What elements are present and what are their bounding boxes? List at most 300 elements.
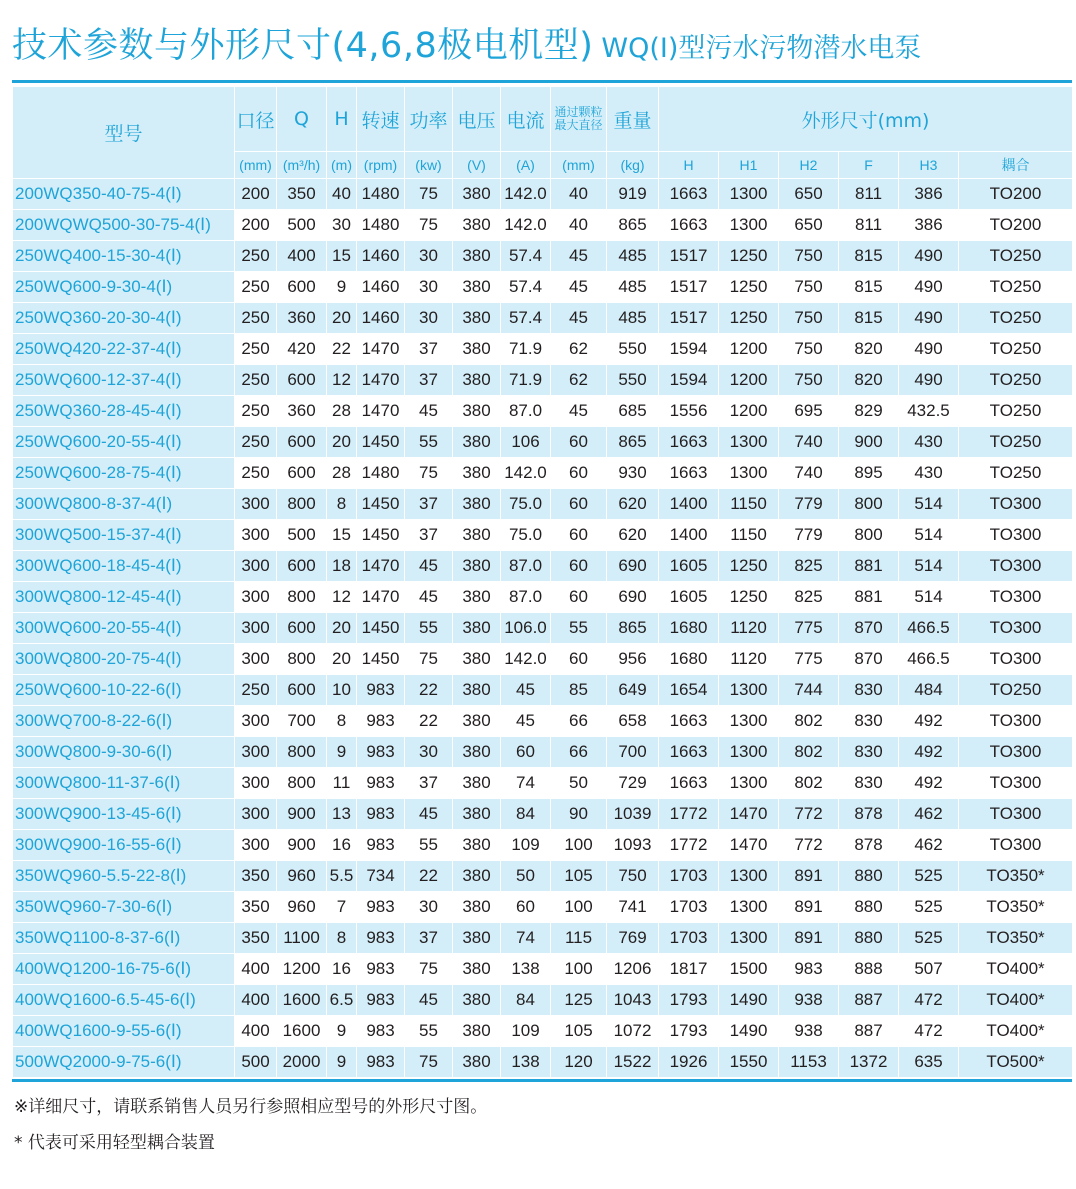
cell-voltage: 380 xyxy=(453,954,501,985)
cell-coupling: TO300 xyxy=(959,551,1073,582)
cell-voltage: 380 xyxy=(453,582,501,613)
cell-dim-h2: 938 xyxy=(779,985,839,1016)
cell-speed: 983 xyxy=(357,985,405,1016)
cell-speed: 983 xyxy=(357,1016,405,1047)
cell-current: 142.0 xyxy=(501,210,551,241)
cell-h: 16 xyxy=(327,830,357,861)
cell-coupling: TO300 xyxy=(959,737,1073,768)
cell-model: 300WQ800-20-75-4(Ⅰ) xyxy=(13,644,235,675)
cell-dim-h1: 1250 xyxy=(719,582,779,613)
cell-dim-h: 1400 xyxy=(659,520,719,551)
cell-speed: 1470 xyxy=(357,396,405,427)
cell-dim-h2: 775 xyxy=(779,613,839,644)
header-caliber: 口径 xyxy=(235,87,277,152)
cell-dim-h: 1605 xyxy=(659,582,719,613)
cell-coupling: TO200 xyxy=(959,179,1073,210)
cell-voltage: 380 xyxy=(453,365,501,396)
cell-voltage: 380 xyxy=(453,241,501,272)
cell-dim-h: 1926 xyxy=(659,1047,719,1078)
cell-power: 30 xyxy=(405,303,453,334)
cell-power: 30 xyxy=(405,737,453,768)
cell-dim-h: 1605 xyxy=(659,551,719,582)
cell-dim-h: 1663 xyxy=(659,706,719,737)
cell-speed: 983 xyxy=(357,768,405,799)
cell-power: 45 xyxy=(405,582,453,613)
cell-power: 37 xyxy=(405,365,453,396)
cell-current: 87.0 xyxy=(501,582,551,613)
cell-dim-h1: 1150 xyxy=(719,489,779,520)
cell-model: 500WQ2000-9-75-6(Ⅰ) xyxy=(13,1047,235,1078)
cell-coupling: TO200 xyxy=(959,210,1073,241)
cell-dim-f: 815 xyxy=(839,272,899,303)
cell-q: 800 xyxy=(277,582,327,613)
cell-weight: 690 xyxy=(607,582,659,613)
cell-passage: 45 xyxy=(551,241,607,272)
cell-speed: 1450 xyxy=(357,613,405,644)
cell-current: 57.4 xyxy=(501,241,551,272)
cell-dim-h2: 695 xyxy=(779,396,839,427)
cell-dim-h2: 779 xyxy=(779,520,839,551)
cell-speed: 983 xyxy=(357,954,405,985)
cell-dim-h1: 1490 xyxy=(719,1016,779,1047)
cell-caliber: 200 xyxy=(235,179,277,210)
table-row xyxy=(13,458,1073,489)
cell-passage: 60 xyxy=(551,520,607,551)
table-bottom-divider xyxy=(12,1079,1072,1082)
cell-caliber: 300 xyxy=(235,489,277,520)
cell-power: 75 xyxy=(405,1047,453,1078)
cell-speed: 983 xyxy=(357,892,405,923)
cell-caliber: 350 xyxy=(235,861,277,892)
cell-current: 106.0 xyxy=(501,613,551,644)
cell-weight: 620 xyxy=(607,520,659,551)
cell-voltage: 380 xyxy=(453,985,501,1016)
cell-dim-h: 1663 xyxy=(659,458,719,489)
cell-dim-h2: 802 xyxy=(779,706,839,737)
cell-caliber: 250 xyxy=(235,241,277,272)
cell-dim-h3: 514 xyxy=(899,489,959,520)
cell-coupling: TO250 xyxy=(959,334,1073,365)
cell-passage: 60 xyxy=(551,427,607,458)
cell-dim-h3: 492 xyxy=(899,706,959,737)
cell-current: 71.9 xyxy=(501,365,551,396)
cell-voltage: 380 xyxy=(453,1047,501,1078)
cell-weight: 485 xyxy=(607,303,659,334)
cell-dim-h1: 1200 xyxy=(719,365,779,396)
cell-model: 250WQ400-15-30-4(Ⅰ) xyxy=(13,241,235,272)
cell-dim-h3: 490 xyxy=(899,272,959,303)
unit-caliber: (mm) xyxy=(235,152,277,179)
table-row xyxy=(13,675,1073,706)
table-row xyxy=(13,892,1073,923)
cell-dim-h2: 891 xyxy=(779,923,839,954)
cell-power: 75 xyxy=(405,179,453,210)
cell-caliber: 400 xyxy=(235,954,277,985)
cell-speed: 983 xyxy=(357,799,405,830)
cell-dim-h1: 1300 xyxy=(719,675,779,706)
cell-dim-h1: 1200 xyxy=(719,334,779,365)
cell-dim-f: 1372 xyxy=(839,1047,899,1078)
cell-power: 37 xyxy=(405,520,453,551)
cell-power: 22 xyxy=(405,675,453,706)
cell-dim-f: 878 xyxy=(839,799,899,830)
cell-weight: 1072 xyxy=(607,1016,659,1047)
cell-dim-h2: 775 xyxy=(779,644,839,675)
unit-h: (m) xyxy=(327,152,357,179)
cell-caliber: 400 xyxy=(235,1016,277,1047)
cell-current: 87.0 xyxy=(501,551,551,582)
cell-current: 138 xyxy=(501,1047,551,1078)
cell-passage: 66 xyxy=(551,706,607,737)
cell-coupling: TO300 xyxy=(959,613,1073,644)
cell-model: 300WQ600-18-45-4(Ⅰ) xyxy=(13,551,235,582)
cell-model: 200WQ350-40-75-4(Ⅰ) xyxy=(13,179,235,210)
header-row-labels xyxy=(13,87,1073,152)
cell-voltage: 380 xyxy=(453,613,501,644)
table-row xyxy=(13,427,1073,458)
cell-dim-h3: 635 xyxy=(899,1047,959,1078)
cell-voltage: 380 xyxy=(453,396,501,427)
cell-q: 600 xyxy=(277,675,327,706)
cell-q: 500 xyxy=(277,210,327,241)
cell-dim-h: 1663 xyxy=(659,768,719,799)
cell-dim-h1: 1300 xyxy=(719,892,779,923)
cell-h: 18 xyxy=(327,551,357,582)
cell-dim-f: 815 xyxy=(839,303,899,334)
cell-dim-h2: 802 xyxy=(779,737,839,768)
cell-voltage: 380 xyxy=(453,303,501,334)
cell-dim-h: 1654 xyxy=(659,675,719,706)
cell-speed: 1450 xyxy=(357,520,405,551)
cell-dim-h3: 386 xyxy=(899,179,959,210)
cell-coupling: TO300 xyxy=(959,799,1073,830)
cell-passage: 45 xyxy=(551,303,607,334)
cell-dim-h1: 1300 xyxy=(719,768,779,799)
cell-voltage: 380 xyxy=(453,706,501,737)
cell-model: 300WQ800-12-45-4(Ⅰ) xyxy=(13,582,235,613)
cell-dim-f: 887 xyxy=(839,1016,899,1047)
header-power: 功率 xyxy=(405,87,453,152)
cell-dim-h1: 1300 xyxy=(719,427,779,458)
cell-dim-h2: 750 xyxy=(779,303,839,334)
table-row xyxy=(13,241,1073,272)
cell-coupling: TO250 xyxy=(959,675,1073,706)
cell-caliber: 200 xyxy=(235,210,277,241)
cell-dim-h1: 1250 xyxy=(719,241,779,272)
cell-caliber: 250 xyxy=(235,427,277,458)
cell-dim-f: 829 xyxy=(839,396,899,427)
table-row xyxy=(13,1016,1073,1047)
cell-q: 800 xyxy=(277,737,327,768)
cell-dim-h: 1400 xyxy=(659,489,719,520)
cell-dim-h: 1594 xyxy=(659,334,719,365)
cell-caliber: 250 xyxy=(235,675,277,706)
cell-dim-f: 895 xyxy=(839,458,899,489)
cell-passage: 60 xyxy=(551,582,607,613)
cell-dim-f: 878 xyxy=(839,830,899,861)
cell-dim-f: 888 xyxy=(839,954,899,985)
cell-dim-f: 820 xyxy=(839,365,899,396)
cell-passage: 62 xyxy=(551,365,607,396)
cell-weight: 1043 xyxy=(607,985,659,1016)
cell-coupling: TO300 xyxy=(959,644,1073,675)
cell-dim-h2: 772 xyxy=(779,830,839,861)
cell-caliber: 350 xyxy=(235,923,277,954)
cell-dim-h3: 514 xyxy=(899,582,959,613)
cell-dim-h3: 490 xyxy=(899,365,959,396)
cell-caliber: 250 xyxy=(235,365,277,396)
cell-voltage: 380 xyxy=(453,210,501,241)
cell-dim-h: 1772 xyxy=(659,830,719,861)
cell-power: 30 xyxy=(405,272,453,303)
cell-power: 45 xyxy=(405,551,453,582)
cell-coupling: TO300 xyxy=(959,520,1073,551)
cell-q: 2000 xyxy=(277,1047,327,1078)
cell-dim-h2: 750 xyxy=(779,334,839,365)
cell-power: 75 xyxy=(405,210,453,241)
cell-coupling: TO350* xyxy=(959,923,1073,954)
cell-weight: 865 xyxy=(607,613,659,644)
cell-dim-h: 1703 xyxy=(659,861,719,892)
cell-current: 57.4 xyxy=(501,303,551,334)
cell-dim-h3: 525 xyxy=(899,861,959,892)
cell-current: 45 xyxy=(501,675,551,706)
cell-coupling: TO400* xyxy=(959,1016,1073,1047)
cell-speed: 1470 xyxy=(357,334,405,365)
cell-voltage: 380 xyxy=(453,179,501,210)
cell-dim-f: 880 xyxy=(839,892,899,923)
cell-coupling: TO250 xyxy=(959,365,1073,396)
header-voltage: 电压 xyxy=(453,87,501,152)
table-row xyxy=(13,985,1073,1016)
cell-coupling: TO300 xyxy=(959,706,1073,737)
cell-h: 5.5 xyxy=(327,861,357,892)
cell-current: 84 xyxy=(501,799,551,830)
cell-weight: 700 xyxy=(607,737,659,768)
cell-speed: 1450 xyxy=(357,427,405,458)
cell-power: 45 xyxy=(405,985,453,1016)
header-h: H xyxy=(327,87,357,152)
cell-dim-h: 1517 xyxy=(659,272,719,303)
cell-weight: 750 xyxy=(607,861,659,892)
cell-model: 250WQ600-28-75-4(Ⅰ) xyxy=(13,458,235,489)
cell-q: 1200 xyxy=(277,954,327,985)
cell-dim-h: 1663 xyxy=(659,737,719,768)
cell-dim-h2: 1153 xyxy=(779,1047,839,1078)
table-row xyxy=(13,272,1073,303)
cell-caliber: 250 xyxy=(235,396,277,427)
cell-h: 8 xyxy=(327,489,357,520)
cell-passage: 55 xyxy=(551,613,607,644)
cell-dim-h: 1517 xyxy=(659,241,719,272)
cell-model: 300WQ600-20-55-4(Ⅰ) xyxy=(13,613,235,644)
cell-dim-h1: 1150 xyxy=(719,520,779,551)
cell-current: 109 xyxy=(501,830,551,861)
cell-dim-h3: 484 xyxy=(899,675,959,706)
table-row xyxy=(13,923,1073,954)
cell-power: 30 xyxy=(405,892,453,923)
cell-speed: 734 xyxy=(357,861,405,892)
cell-q: 500 xyxy=(277,520,327,551)
cell-passage: 125 xyxy=(551,985,607,1016)
cell-model: 200WQWQ500-30-75-4(Ⅰ) xyxy=(13,210,235,241)
cell-weight: 865 xyxy=(607,210,659,241)
cell-dim-f: 887 xyxy=(839,985,899,1016)
cell-dim-h2: 891 xyxy=(779,861,839,892)
unit-passage: (mm) xyxy=(551,152,607,179)
cell-model: 250WQ360-20-30-4(Ⅰ) xyxy=(13,303,235,334)
cell-dim-h1: 1470 xyxy=(719,799,779,830)
cell-speed: 983 xyxy=(357,737,405,768)
cell-dim-h3: 525 xyxy=(899,892,959,923)
cell-dim-f: 830 xyxy=(839,675,899,706)
cell-weight: 485 xyxy=(607,241,659,272)
cell-speed: 1450 xyxy=(357,489,405,520)
cell-power: 37 xyxy=(405,489,453,520)
dim-h2: H2 xyxy=(779,152,839,179)
cell-coupling: TO400* xyxy=(959,954,1073,985)
cell-power: 22 xyxy=(405,861,453,892)
cell-model: 350WQ960-7-30-6(Ⅰ) xyxy=(13,892,235,923)
cell-q: 350 xyxy=(277,179,327,210)
title-main: 技术参数与外形尺寸(4,6,8极电机型) xyxy=(12,26,594,66)
cell-dim-h: 1663 xyxy=(659,179,719,210)
cell-q: 900 xyxy=(277,830,327,861)
cell-model: 250WQ600-9-30-4(Ⅰ) xyxy=(13,272,235,303)
cell-dim-h1: 1250 xyxy=(719,303,779,334)
cell-speed: 1470 xyxy=(357,365,405,396)
cell-dim-h2: 650 xyxy=(779,179,839,210)
cell-caliber: 500 xyxy=(235,1047,277,1078)
cell-q: 420 xyxy=(277,334,327,365)
cell-dim-h1: 1300 xyxy=(719,923,779,954)
cell-passage: 105 xyxy=(551,1016,607,1047)
cell-voltage: 380 xyxy=(453,644,501,675)
cell-dim-h3: 462 xyxy=(899,830,959,861)
page-title xyxy=(12,18,921,68)
cell-coupling: TO250 xyxy=(959,272,1073,303)
cell-dim-h3: 432.5 xyxy=(899,396,959,427)
cell-model: 300WQ800-8-37-4(Ⅰ) xyxy=(13,489,235,520)
cell-dim-h2: 825 xyxy=(779,582,839,613)
cell-dim-h2: 740 xyxy=(779,458,839,489)
cell-voltage: 380 xyxy=(453,768,501,799)
table-row xyxy=(13,365,1073,396)
cell-dim-h2: 772 xyxy=(779,799,839,830)
cell-dim-h3: 525 xyxy=(899,923,959,954)
cell-dim-h3: 492 xyxy=(899,768,959,799)
cell-h: 28 xyxy=(327,396,357,427)
cell-h: 30 xyxy=(327,210,357,241)
cell-weight: 620 xyxy=(607,489,659,520)
cell-power: 55 xyxy=(405,427,453,458)
cell-h: 16 xyxy=(327,954,357,985)
cell-speed: 1460 xyxy=(357,303,405,334)
cell-power: 22 xyxy=(405,706,453,737)
cell-dim-h1: 1500 xyxy=(719,954,779,985)
cell-speed: 1470 xyxy=(357,551,405,582)
cell-passage: 100 xyxy=(551,892,607,923)
cell-speed: 983 xyxy=(357,675,405,706)
cell-coupling: TO250 xyxy=(959,396,1073,427)
cell-current: 74 xyxy=(501,923,551,954)
unit-weight: (kg) xyxy=(607,152,659,179)
cell-model: 350WQ1100-8-37-6(Ⅰ) xyxy=(13,923,235,954)
cell-caliber: 300 xyxy=(235,644,277,675)
cell-speed: 1450 xyxy=(357,644,405,675)
cell-dim-h3: 430 xyxy=(899,427,959,458)
cell-dim-h: 1594 xyxy=(659,365,719,396)
cell-dim-h3: 492 xyxy=(899,737,959,768)
table-row xyxy=(13,1047,1073,1078)
cell-dim-h: 1556 xyxy=(659,396,719,427)
table-row xyxy=(13,861,1073,892)
cell-h: 20 xyxy=(327,613,357,644)
cell-q: 960 xyxy=(277,892,327,923)
cell-coupling: TO250 xyxy=(959,458,1073,489)
cell-passage: 100 xyxy=(551,830,607,861)
cell-dim-h1: 1470 xyxy=(719,830,779,861)
cell-current: 71.9 xyxy=(501,334,551,365)
dim-h: H xyxy=(659,152,719,179)
table-row xyxy=(13,520,1073,551)
cell-coupling: TO350* xyxy=(959,861,1073,892)
table-row xyxy=(13,582,1073,613)
table-row xyxy=(13,799,1073,830)
cell-voltage: 380 xyxy=(453,458,501,489)
cell-h: 40 xyxy=(327,179,357,210)
cell-model: 350WQ960-5.5-22-8(Ⅰ) xyxy=(13,861,235,892)
cell-caliber: 400 xyxy=(235,985,277,1016)
cell-dim-h1: 1300 xyxy=(719,737,779,768)
cell-caliber: 300 xyxy=(235,737,277,768)
cell-voltage: 380 xyxy=(453,737,501,768)
cell-caliber: 250 xyxy=(235,334,277,365)
cell-coupling: TO250 xyxy=(959,427,1073,458)
cell-speed: 1480 xyxy=(357,210,405,241)
cell-model: 300WQ900-13-45-6(Ⅰ) xyxy=(13,799,235,830)
cell-dim-f: 900 xyxy=(839,427,899,458)
cell-passage: 66 xyxy=(551,737,607,768)
cell-caliber: 300 xyxy=(235,768,277,799)
cell-dim-f: 830 xyxy=(839,768,899,799)
cell-dim-h2: 744 xyxy=(779,675,839,706)
cell-dim-f: 815 xyxy=(839,241,899,272)
cell-weight: 685 xyxy=(607,396,659,427)
cell-power: 37 xyxy=(405,768,453,799)
cell-h: 9 xyxy=(327,272,357,303)
cell-weight: 865 xyxy=(607,427,659,458)
cell-q: 360 xyxy=(277,396,327,427)
unit-power: (kw) xyxy=(405,152,453,179)
cell-q: 700 xyxy=(277,706,327,737)
cell-current: 60 xyxy=(501,737,551,768)
cell-weight: 741 xyxy=(607,892,659,923)
cell-speed: 1470 xyxy=(357,582,405,613)
cell-current: 60 xyxy=(501,892,551,923)
cell-dim-h3: 472 xyxy=(899,985,959,1016)
cell-caliber: 300 xyxy=(235,830,277,861)
table-row xyxy=(13,179,1073,210)
cell-h: 20 xyxy=(327,427,357,458)
cell-weight: 550 xyxy=(607,365,659,396)
cell-current: 74 xyxy=(501,768,551,799)
cell-passage: 50 xyxy=(551,768,607,799)
cell-coupling: TO250 xyxy=(959,241,1073,272)
cell-current: 50 xyxy=(501,861,551,892)
cell-weight: 729 xyxy=(607,768,659,799)
cell-dim-f: 881 xyxy=(839,551,899,582)
